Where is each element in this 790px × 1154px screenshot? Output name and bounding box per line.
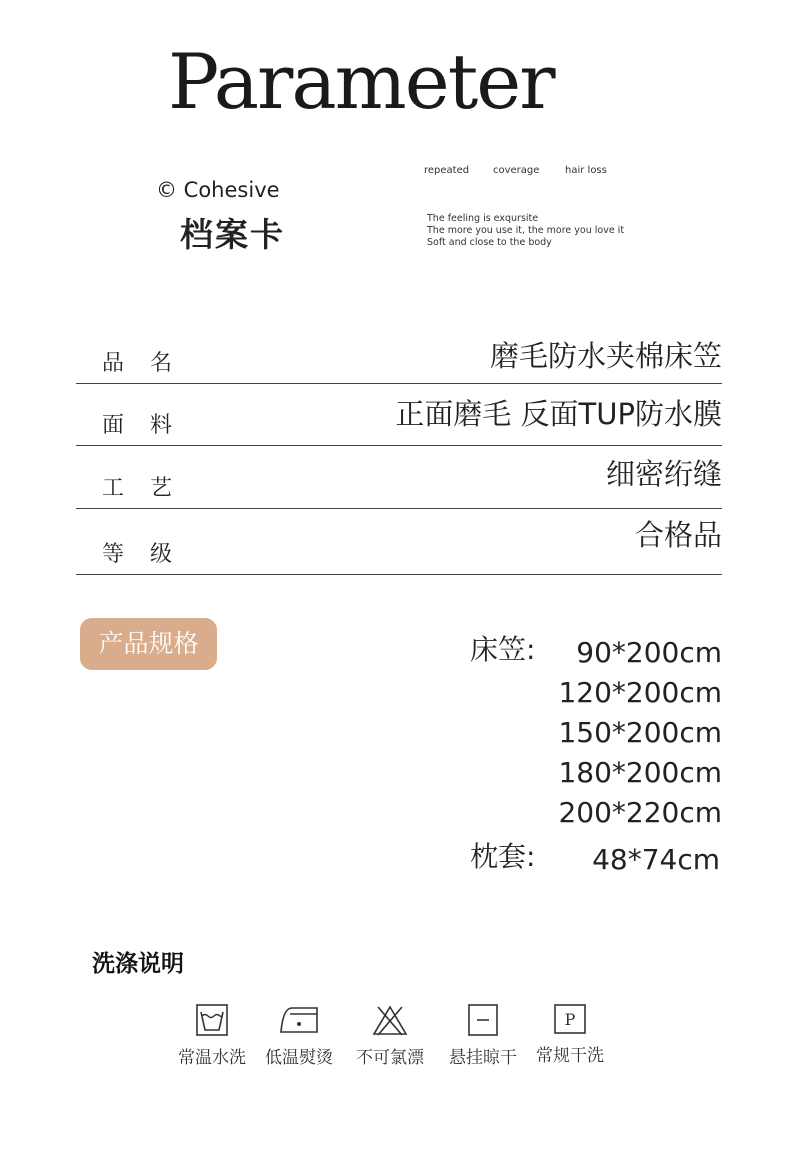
wash-item-hang-dry	[437, 1004, 529, 1067]
bed-size: 120*200cm	[558, 676, 722, 709]
description-line: The more you use it, the more you love it	[427, 225, 625, 236]
param-value: 磨毛防水夹棉床笠	[489, 339, 722, 373]
bed-size: 200*220cm	[558, 796, 722, 829]
param-label: 品名	[102, 351, 199, 376]
pillow-size-label: 枕套:	[470, 840, 536, 873]
wash-label: 常温水洗	[178, 1048, 246, 1068]
svg-text:P: P	[564, 1010, 576, 1029]
hang-dry-icon	[468, 1004, 498, 1036]
wash-label: 悬挂晾干	[449, 1048, 517, 1068]
bed-size: 150*200cm	[558, 716, 722, 749]
param-value: 细密绗缝	[605, 457, 722, 491]
brand-name: © Cohesive	[156, 178, 280, 202]
wash-label: 低温熨烫	[265, 1048, 333, 1068]
tag-repeated: repeated	[424, 165, 470, 176]
param-row-product-name	[76, 339, 722, 384]
param-value: 正面磨毛 反面TUP防水膜	[395, 397, 722, 431]
iron-icon	[278, 1004, 320, 1036]
bed-size-label: 床笠:	[470, 633, 536, 666]
param-label: 面料	[102, 413, 199, 438]
param-row-fabric	[76, 384, 722, 446]
bed-size: 180*200cm	[558, 756, 722, 789]
wash-item-no-bleach	[344, 1004, 436, 1067]
wash-item-normal-wash	[166, 1004, 258, 1067]
wash-tub-icon	[196, 1004, 228, 1036]
pillow-size: 48*74cm	[592, 843, 720, 876]
description-line: Soft and close to the body	[427, 237, 552, 248]
card-title: 档案卡	[180, 215, 285, 254]
dry-clean-icon	[554, 1004, 586, 1034]
spec-badge: 产品规格	[80, 618, 217, 670]
description-line: The feeling is exqursite	[427, 213, 539, 224]
param-value: 合格品	[634, 518, 722, 552]
wash-label: 不可氯漂	[356, 1048, 424, 1068]
bed-size: 90*200cm	[576, 636, 722, 669]
description	[427, 213, 624, 249]
page-title: Parameter	[168, 37, 554, 126]
param-label: 工艺	[102, 476, 199, 501]
tag-coverage: coverage	[493, 165, 540, 176]
wash-item-dry-clean	[524, 1004, 616, 1065]
param-row-craft	[76, 446, 722, 509]
tag-hair-loss: hair loss	[565, 165, 607, 176]
wash-item-low-iron	[253, 1004, 345, 1067]
param-label: 等级	[102, 542, 199, 567]
no-bleach-icon	[372, 1004, 408, 1036]
wash-label: 常规干洗	[536, 1046, 604, 1066]
param-row-grade	[76, 509, 722, 575]
wash-title: 洗涤说明	[92, 951, 184, 977]
